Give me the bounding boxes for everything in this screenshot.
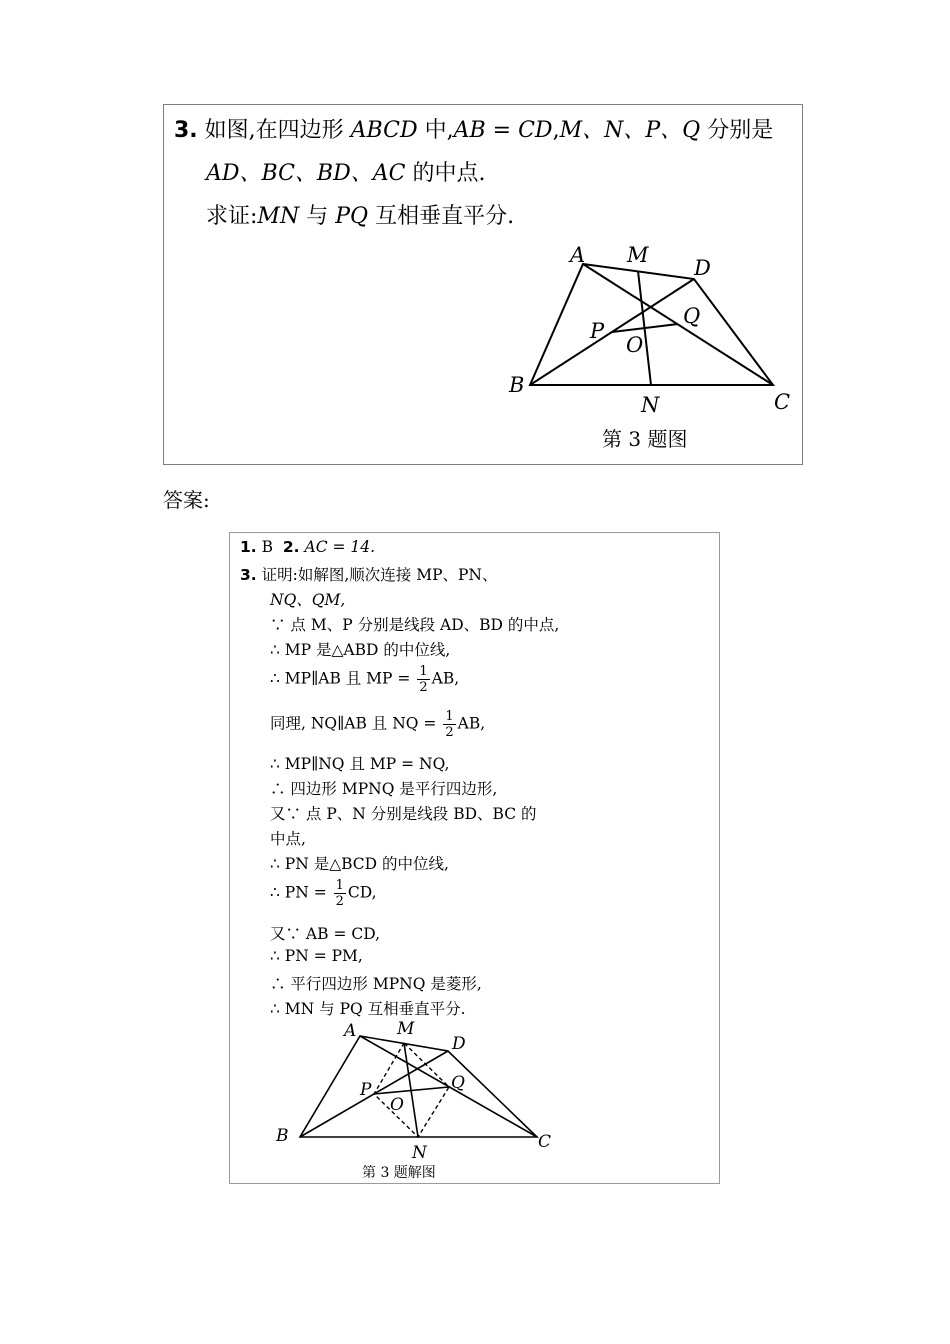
proof-line	[270, 878, 377, 909]
quadrilateral-abcd	[300, 1036, 537, 1137]
label-o: O	[390, 1095, 404, 1115]
proof-line: ∴ MN 与 PQ 互相垂直平分.	[270, 1000, 466, 1018]
proof-line: ∴ MP∥NQ 且 MP = NQ,	[270, 755, 450, 773]
label-a: A	[344, 1021, 357, 1041]
separator: ,	[552, 118, 560, 143]
proof-line: ∴ 四边形 MPNQ 是平行四边形,	[270, 780, 498, 798]
proof-text: CD,	[347, 883, 377, 902]
answer-line-1	[240, 538, 375, 556]
label-d: D	[452, 1034, 466, 1054]
proof-text: ∴ PN =	[270, 883, 327, 902]
fraction-denominator: 2	[445, 725, 454, 740]
fraction-half	[417, 664, 429, 695]
question-text: 如图,在四边形	[204, 118, 344, 143]
fraction-denominator: 2	[335, 894, 344, 909]
proof-line: ∴ MP 是△ABD 的中位线,	[270, 641, 451, 659]
proof-line: 中点,	[270, 830, 306, 848]
quad-name: ABCD	[350, 118, 418, 143]
proof-line: ∴ PN 是△BCD 的中位线,	[270, 855, 449, 873]
prove-prefix: 求证:	[206, 204, 258, 229]
fraction-denominator: 2	[419, 680, 428, 695]
label-c: C	[538, 1132, 552, 1152]
quadrilateral-abcd	[530, 264, 773, 385]
question-line-3	[206, 199, 514, 230]
question-text: 互相垂直平分.	[375, 204, 515, 229]
label-p: P	[590, 319, 605, 343]
label-b: B	[276, 1126, 289, 1146]
label-q: Q	[683, 304, 701, 328]
answer-number: 1.	[240, 538, 257, 556]
given-equation: AB = CD	[453, 118, 553, 143]
label-b: B	[509, 373, 525, 397]
answer-label: 答案:	[163, 488, 210, 512]
label-c: C	[774, 390, 791, 414]
answer-number: 3.	[240, 566, 257, 584]
question-text: 中,	[424, 118, 454, 143]
question-line-1	[174, 113, 773, 144]
answer-text: B	[261, 538, 274, 556]
question-figure	[494, 231, 804, 421]
answer-number: 2.	[282, 538, 300, 556]
question-text: 的中点.	[412, 161, 486, 186]
proof-line: NQ、QM,	[270, 591, 346, 609]
question-box	[163, 104, 803, 465]
proof-text: AB,	[431, 669, 460, 688]
label-n: N	[412, 1143, 427, 1161]
segment-mn: MN	[257, 204, 300, 229]
fraction-numerator: 1	[335, 878, 344, 893]
proof-text: ∴ MP∥AB 且 MP =	[270, 669, 411, 688]
answer-box	[229, 532, 720, 1184]
proof-text: 同理, NQ∥AB 且 NQ =	[270, 714, 437, 733]
segments: AD、BC、BD、AC	[206, 161, 406, 186]
label-p: P	[360, 1080, 372, 1100]
question-text: 与	[306, 204, 329, 229]
label-d: D	[694, 256, 711, 280]
segment-pq: PQ	[335, 204, 369, 229]
question-number: 3.	[174, 118, 198, 143]
proof-line	[270, 664, 459, 695]
fraction-half	[443, 709, 455, 740]
question-figure-caption: 第 3 题图	[602, 427, 688, 451]
proof-line: ∴ 平行四边形 MPNQ 是菱形,	[270, 975, 482, 993]
proof-line: 又∵ AB = CD,	[270, 925, 381, 943]
answer-text: AC = 14.	[304, 538, 376, 556]
label-q: Q	[451, 1073, 465, 1093]
label-o: O	[626, 333, 644, 357]
proof-line: 又∵ 点 P、N 分别是线段 BD、BC 的	[270, 805, 537, 823]
fraction-numerator: 1	[419, 664, 428, 679]
fraction-half	[334, 878, 346, 909]
proof-line	[270, 709, 485, 740]
midpoints: M、N、P、Q	[559, 118, 701, 143]
label-m: M	[397, 1021, 415, 1039]
answer-line-2	[240, 563, 498, 585]
question-text: 分别是	[707, 118, 774, 143]
proof-line: ∵ 点 M、P 分别是线段 AD、BD 的中点,	[270, 616, 560, 634]
label-n: N	[641, 393, 660, 417]
label-a: A	[570, 243, 586, 267]
label-m: M	[627, 243, 649, 267]
question-line-2	[206, 156, 485, 187]
answer-figure	[272, 1021, 572, 1161]
proof-text: AB,	[457, 714, 486, 733]
fraction-numerator: 1	[445, 709, 454, 724]
proof-text: 证明:如解图,顺次连接 MP、PN、	[261, 566, 498, 584]
proof-line: ∴ PN = PM,	[270, 947, 363, 965]
answer-figure-caption: 第 3 题解图	[362, 1165, 436, 1181]
